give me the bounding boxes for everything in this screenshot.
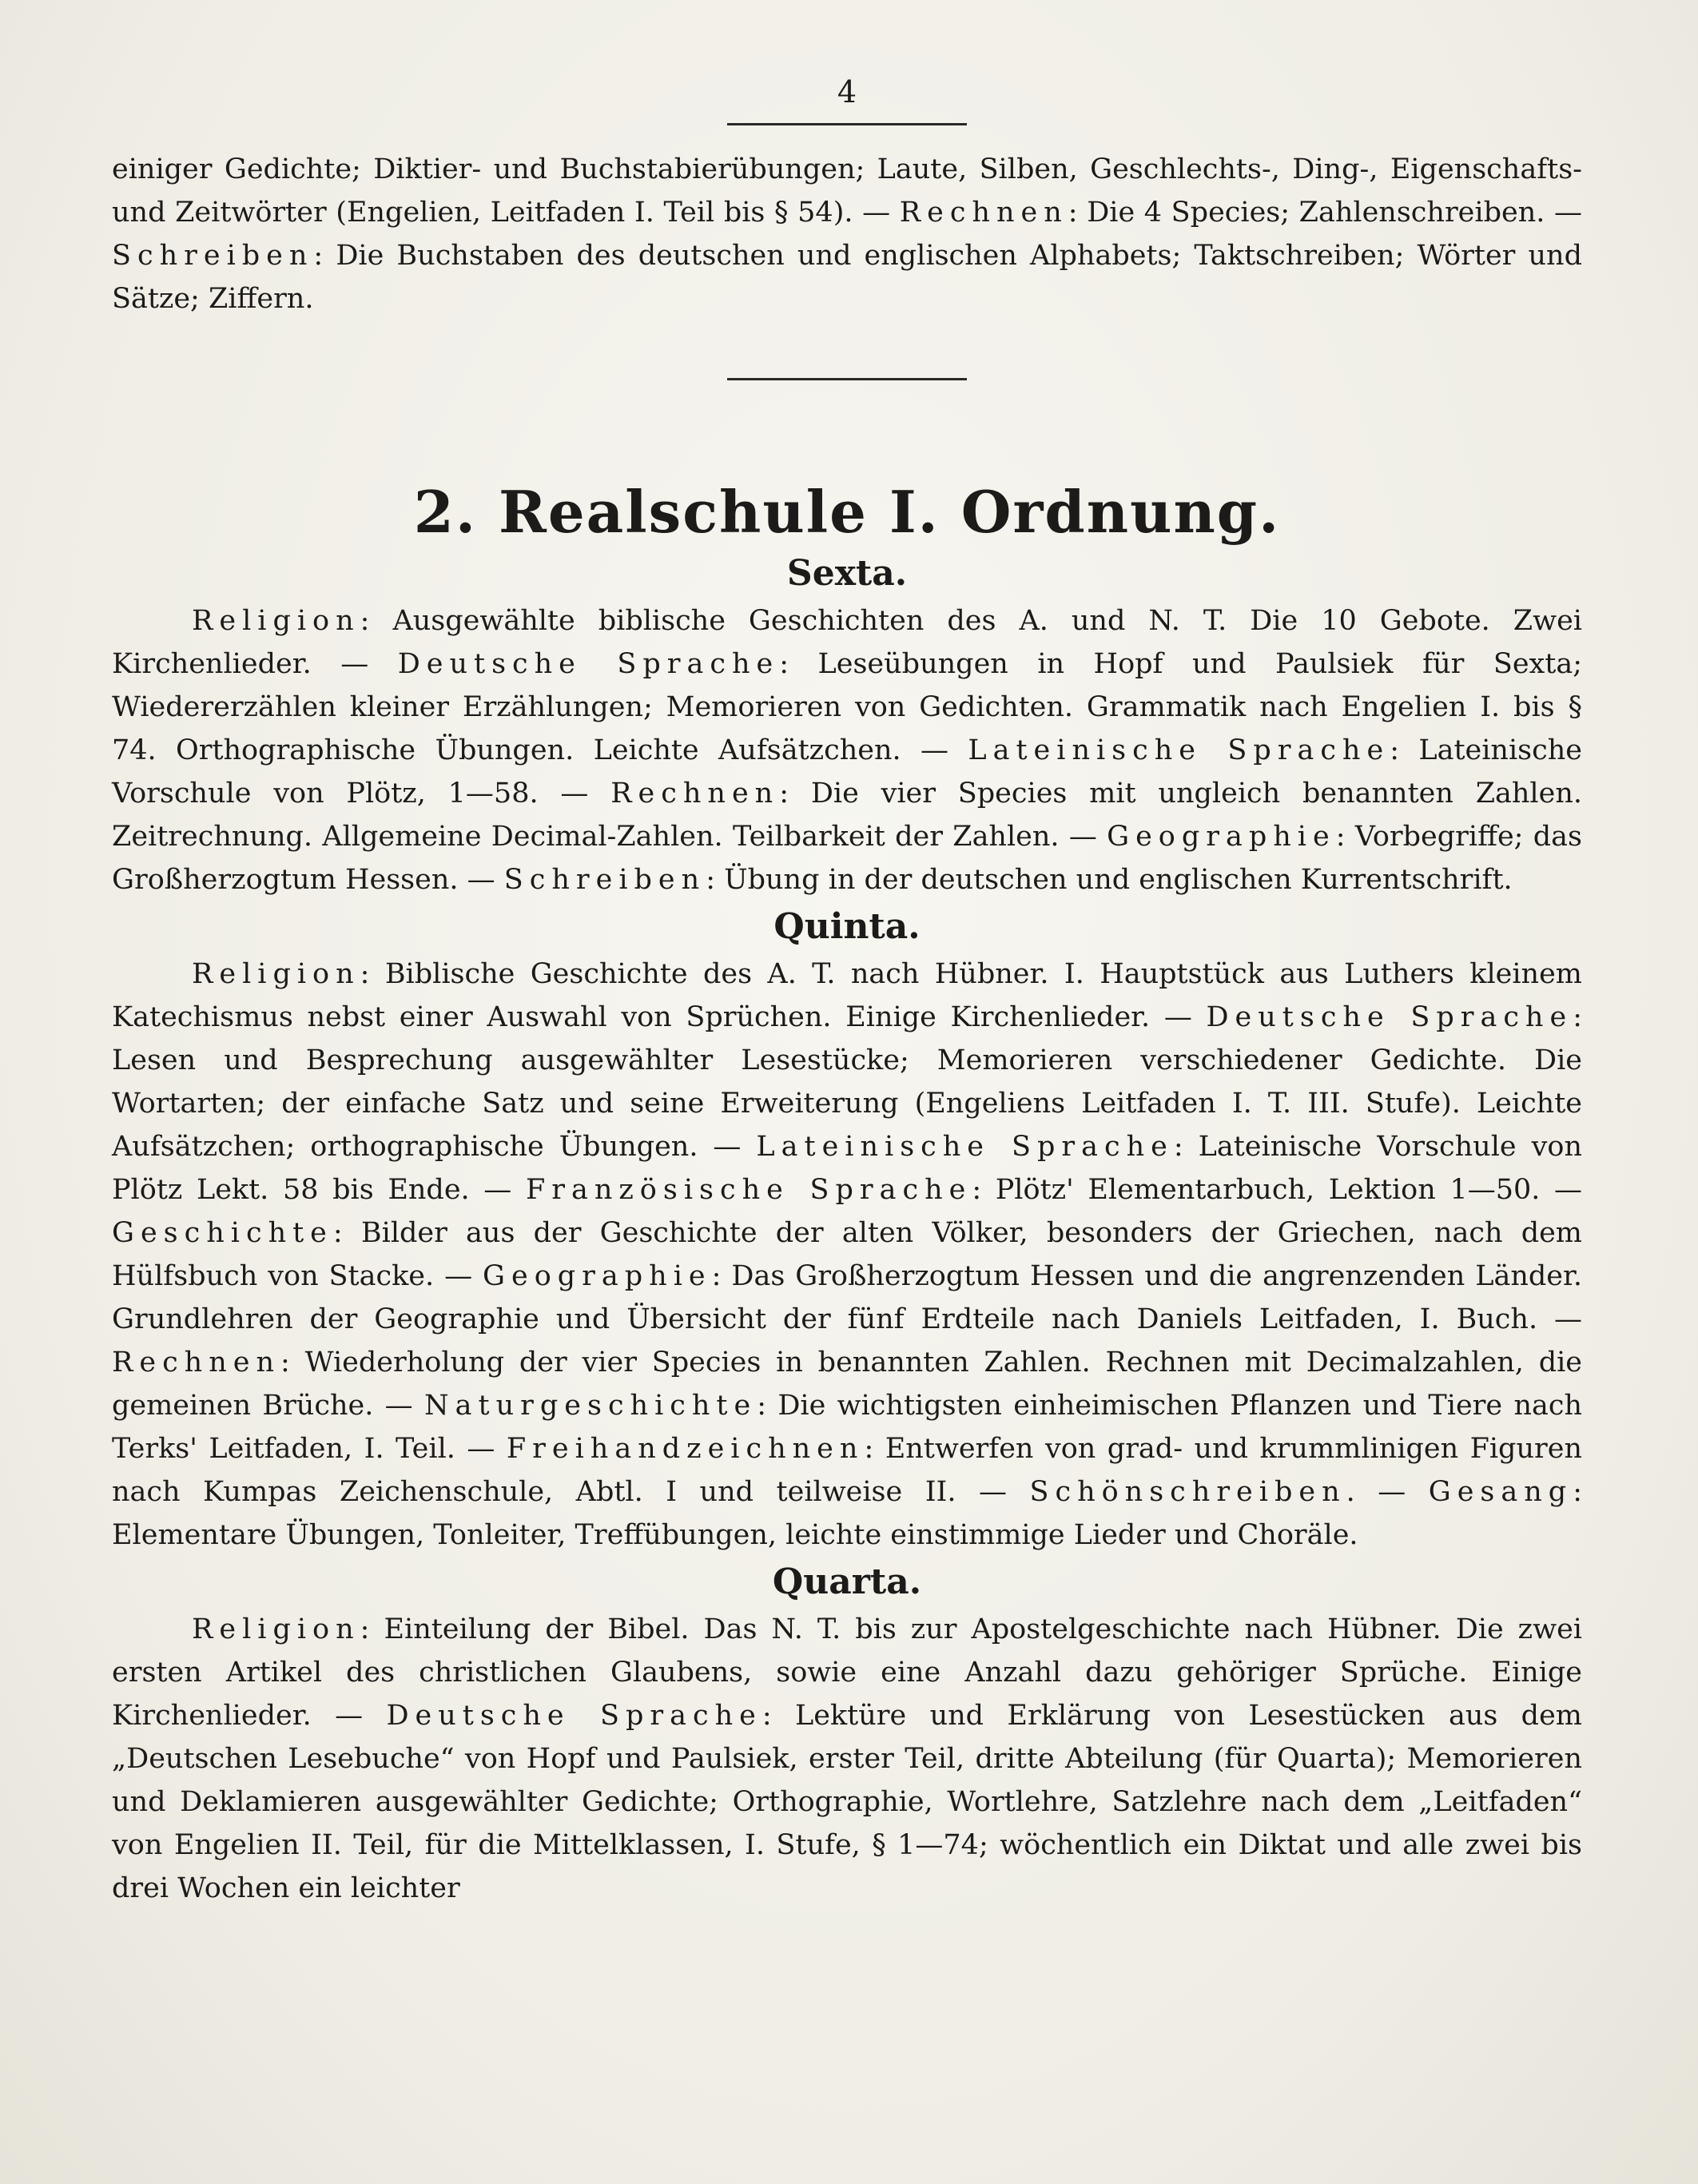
subject-heading: Lateinische Sprache — [756, 1131, 1174, 1163]
subject-heading: Geographie — [1107, 821, 1336, 853]
subject-heading: Naturgeschichte — [424, 1390, 758, 1422]
intro-text: : Die 4 Species; Zahlenschreiben. — — [1068, 197, 1583, 229]
paragraph-text: : Leseübungen in Hopf und Paulsiek für Sexta; Wiedererzählen kleiner Erzählungen; Memorieren von Gedichten. Grammatik nach Engelien I. bis § 74. Orthographische Übungen. Leichte Aufsätzchen. — — [112, 648, 1582, 766]
paragraph-text: : Vorbegriffe; das Großherzogtum Hessen. — — [112, 821, 1582, 896]
paragraph-text: : Einteilung der Bibel. Das N. T. bis zur Apostelgeschichte nach Hübner. Die zwei ersten Artikel des christlichen Glaubens, sowie eine Anzahl dazu gehöriger Sprüche. Einige Kirchenlieder. — — [112, 1613, 1582, 1732]
paragraph-text: : Elementare Übungen, Tonleiter, Treffübungen, leichte einstimmige Lieder und Choräle. — [112, 1476, 1582, 1551]
subject-heading: Religion — [192, 1613, 360, 1645]
subject-heading: Deutsche Sprache — [397, 648, 780, 680]
subject-heading: Deutsche Sprache — [386, 1700, 762, 1732]
subject-heading: Lateinische Sprache — [968, 734, 1390, 766]
subject-heading: Französische Sprache — [525, 1174, 972, 1206]
subject-heading: Rechnen — [899, 197, 1068, 229]
header-rule — [727, 123, 967, 125]
subject-heading: Schreiben — [503, 864, 706, 896]
subject-heading: Freihandzeichnen — [506, 1433, 865, 1465]
subject-heading: Schreiben — [112, 240, 314, 272]
paragraph-text: : Biblische Geschichte des A. T. nach Hübner. I. Hauptstück aus Luthers kleinem Katechismus nebst einer Auswahl von Sprüchen. Einige Kirchenlieder. — — [112, 958, 1582, 1033]
subject-heading: Deutsche Sprache — [1206, 1001, 1573, 1033]
paragraph-text: : Wiederholung der vier Species in benannten Zahlen. Rechnen mit Decimalzahlen, die gemeinen Brüche. — — [112, 1347, 1582, 1422]
intro-text: einiger Gedichte; Diktier- und Buchstabierübungen; Laute, Silben, Geschlechts-, Ding-, Eigenschafts- und Zeitwörter (Engelien, Leitfaden I. Teil bis § 54). — — [112, 153, 1582, 229]
subject-heading: Rechnen — [112, 1347, 281, 1378]
paragraph-text: : Ausgewählte biblische Geschichten des A. und N. T. Die 10 Gebote. Zwei Kirchenlieder. — — [112, 605, 1582, 680]
paragraph-text: : Lateinische Vorschule von Plötz, 1—58. — — [112, 734, 1582, 810]
subject-heading: Schönschreiben — [1029, 1476, 1346, 1508]
subject-heading: Religion — [192, 958, 360, 990]
subject-heading: Gesang — [1428, 1476, 1573, 1508]
paragraph-text: : Übung in der deutschen und englischen Kurrentschrift. — [706, 864, 1513, 896]
subject-heading: Geschichte — [112, 1217, 333, 1249]
quarta-paragraph — [112, 1608, 1582, 1910]
subject-heading: Religion — [192, 605, 360, 637]
class-heading-quinta: Quinta. — [773, 906, 921, 947]
paragraph-text: : Plötz' Elementarbuch, Lektion 1—50. — — [972, 1174, 1582, 1206]
paragraph-text: : Lateinische Vorschule von Plötz Lekt. 58 bis Ende. — — [112, 1131, 1582, 1206]
page-number: 4 — [837, 74, 857, 109]
class-heading-sexta: Sexta. — [786, 553, 908, 594]
paragraph-text: . — — [1346, 1476, 1429, 1508]
paragraph-text: : Lektüre und Erklärung von Lesestücken aus dem „Deutschen Lesebuche“ von Hopf und Paulsiek, erster Teil, dritte Abteilung (für Quarta); Memorieren und Deklamieren ausgewählter Gedichte; Orthographie, Wortlehre, Satzlehre nach dem „Leitfaden“ von Engelien II. Teil, für die Mittelklassen, I. Stufe, § 1—74; wöchentlich ein Diktat und alle zwei bis drei Wochen ein leichter — [112, 1700, 1582, 1904]
subject-heading: Rechnen — [610, 778, 780, 810]
sexta-paragraph — [112, 599, 1582, 901]
paragraph-text: : Das Großherzogtum Hessen und die angrenzenden Länder. Grundlehren der Geographie und Übersicht der fünf Erdteile nach Daniels Leitfaden, I. Buch. — — [112, 1260, 1582, 1335]
intro-text: : Die Buchstaben des deutschen und englischen Alphabets; Taktschreiben; Wörter und Sätze; Ziffern. — [112, 240, 1582, 315]
paragraph-text: : Die vier Species mit ungleich benannten Zahlen. Zeitrechnung. Allgemeine Decimal-Zahlen. Teilbarkeit der Zahlen. — — [112, 778, 1582, 853]
intro-paragraph — [112, 148, 1582, 320]
section-divider-rule — [727, 378, 967, 380]
subject-heading: Geographie — [483, 1260, 712, 1292]
paragraph-text: : Entwerfen von grad- und krummlinigen Figuren nach Kumpas Zeichenschule, Abtl. I und teilweise II. — — [112, 1433, 1582, 1508]
paragraph-text: : Bilder aus der Geschichte der alten Völker, besonders der Griechen, nach dem Hülfsbuch von Stacke. — — [112, 1217, 1582, 1292]
quinta-paragraph — [112, 953, 1582, 1557]
paragraph-text: : Lesen und Besprechung ausgewählter Lesestücke; Memorieren verschiedener Gedichte. Die Wortarten; der einfache Satz und seine Erweiterung (Engeliens Leitfaden I. T. III. Stufe). Leichte Aufsätzchen; orthographische Übungen. — — [112, 1001, 1582, 1163]
paragraph-text: : Die wichtigsten einheimischen Pflanzen und Tiere nach Terks' Leitfaden, I. Teil. — — [112, 1390, 1582, 1465]
page-content — [112, 72, 1582, 1910]
section-title: 2. Realschule I. Ordnung. — [413, 478, 1281, 546]
class-heading-quarta: Quarta. — [772, 1561, 922, 1602]
